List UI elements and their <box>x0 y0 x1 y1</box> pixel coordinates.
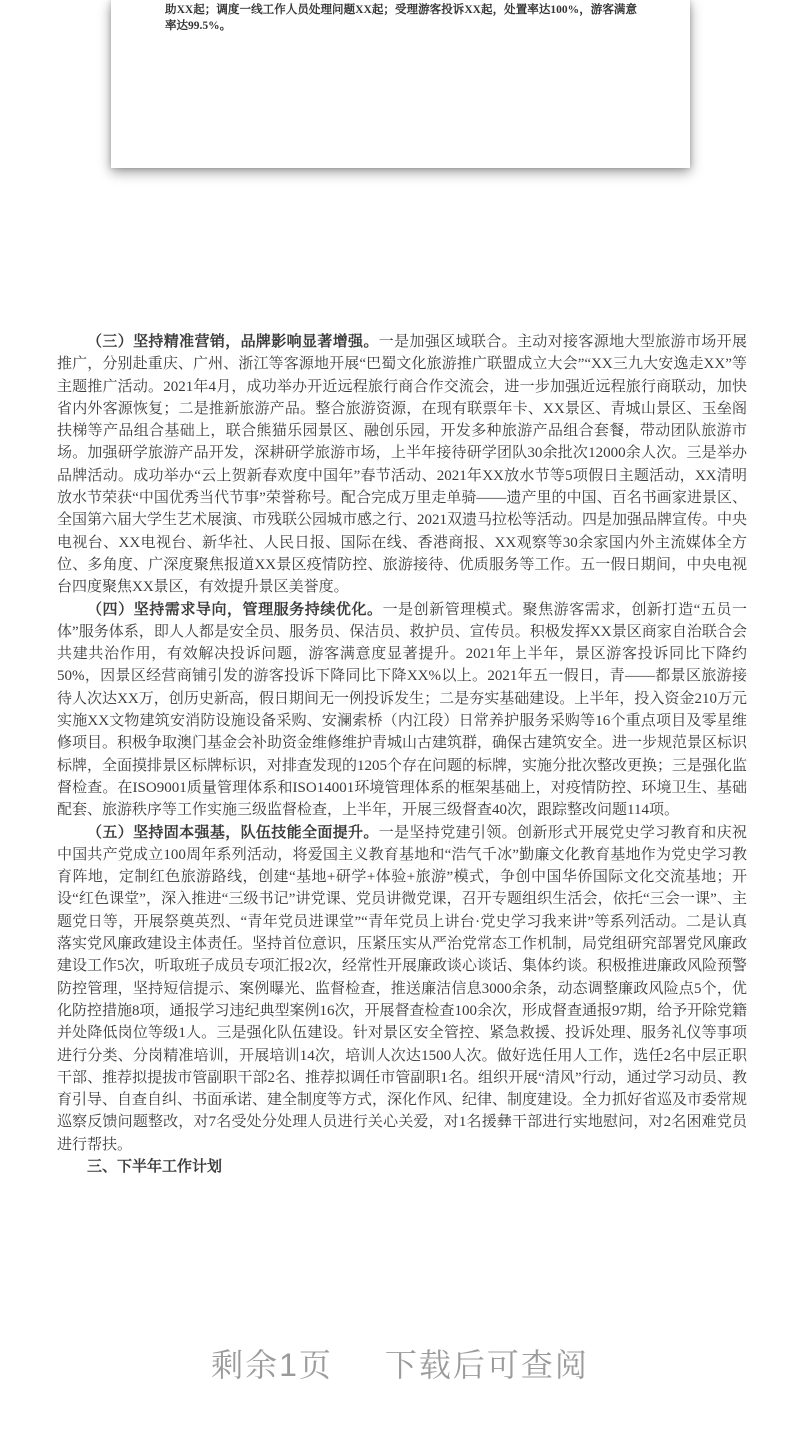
download-hint-text: 下载后可查阅 <box>384 1347 589 1383</box>
paragraph-section-4 <box>57 599 747 822</box>
page-2-preview <box>57 331 747 1178</box>
paragraph-section-4-body: 一是创新管理模式。聚焦游客需求，创新打造“五员一体”服务体系，即人人都是安全员、服务员、保洁员、救护员、宣传员。积极发挥XX景区商家自治联合会共建共治作用，有效解决投诉问题，游客满意度显著提升。2021年上半年，景区游客投诉同比下降约50%，因景区经营商铺引发的游客投诉下降同比下降XX%以上。2021年五一假日，青——都景区旅游接待人次达XX万，创历史新高，假日期间无一例投诉发生；二是夯实基础建设。上半年，投入资金210万元实施XX文物建筑安消防设施设备采购、安澜索桥（内江段）日常养护服务采购等16个重点项目及零星维修项目。积极争取澳门基金会补助资金维修维护青城山古建筑群，确保古建筑安全。进一步规范景区标识标牌，全面摸排景区标牌标识，对排查发现的1205个存在问题的标牌，实施分批次整改更换；三是强化监督检查。在ISO9001质量管理体系和ISO14001环境管理体系的框架基础上，对疫情防控、环境卫生、基础配套、旅游秩序等工作实施三级监督检查，上半年，开展三级督查40次，跟踪整改问题114项。 <box>57 601 748 819</box>
paragraph-section-5-lead: （五）坚持固本强基，队伍技能全面提升。 <box>87 824 379 841</box>
paragraph-section-4-lead: （四）坚持需求导向，管理服务持续优化。 <box>87 601 383 618</box>
page-1-preview <box>111 0 690 168</box>
page-1-tail-text: 助XX起；调度一线工作人员处理问题XX起；受理游客投诉XX起，处置率达100%，游客满意率达99.5%。 <box>165 4 637 32</box>
paragraph-section-3-body: 一是加强区域联合。主动对接客源地大型旅游市场开展推广，分别赴重庆、广州、浙江等客源地开展“巴蜀文化旅游推广联盟成立大会”“XX三九大安逸走XX”等主题推广活动。2021年4月，成功举办开近远程旅行商合作交流会，进一步加强近远程旅行商联动，加快省内外客源恢复；二是推新旅游产品。整合旅游资源，在现有联票年卡、XX景区、青城山景区、玉垒阁扶梯等产品组合基础上，联合熊猫乐园景区、融创乐园，开发多种旅游产品组合套餐，带动团队旅游市场。加强研学旅游产品开发，深耕研学旅游市场，上半年接待研学团队30余批次12000余人次。三是举办品牌活动。成功举办“云上贺新春欢度中国年”春节活动、2021年XX放水节等5项假日主题活动，XX清明放水节荣获“中国优秀当代节事”荣誉称号。配合完成万里走单骑——遗产里的中国、百名书画家进景区、全国第六届大学生艺术展演、市残联公园城市感之行、2021双遗马拉松等活动。四是加强品牌宣传。中央电视台、XX电视台、新华社、人民日报、国际在线、香港商报、XX观察等30余家国内外主流媒体全方位、多角度、广深度聚焦报道XX景区疫情防控、旅游接待、优质服务等工作。五一假日期间，中央电视台四度聚焦XX景区，有效提升景区美誉度。 <box>57 334 748 596</box>
paragraph-section-5-body: 一是坚持党建引领。创新形式开展党史学习教育和庆祝中国共产党成立100周年系列活动，将爱国主义教育基地和“浩气千冰”勤廉文化教育基地作为党史学习教育阵地，定制红色旅游路线，创建“基地+研学+体验+旅游”模式，争创中国华侨国际文化交流基地；开设“红色课堂”，深入推进“三级书记”讲党课、党员讲微党课，召开专题组织生活会，依托“三会一课”、主题党日等，开展祭奠英烈、“青年党员进课堂”“青年党员上讲台·党史学习我来讲”等系列活动。二是认真落实党风廉政建设主体责任。坚持首位意识，压紧压实从严治党常态工作机制，局党组研究部署党风廉政建设工作5次，听取班子成员专项汇报2次，经常性开展廉政谈心谈话、集体约谈。积极推进廉政风险预警防控管理，坚持短信提示、案例曝光、监督检查，推送廉洁信息3000余条，动态调整廉政风险点5个，优化防控措施8项，通报学习违纪典型案例16次，开展督查检查100余次，形成督查通报97期，给予开除党籍并处降低岗位等级1人。三是强化队伍建设。针对景区安全管控、紧急救援、投诉处理、服务礼仪等事项进行分类、分岗精准培训，开展培训14次，培训人次达1500人次。做好选任用人工作，选任2名中层正职干部、推荐拟提拔市管副职干部2名、推荐拟调任市管副职1名。组织开展“清风”行动，通过学习动员、教育引导、自查自纠、书面承诺、建全制度等方式，深化作风、纪律、制度建设。全力抓好省巡及市委常规巡察反馈问题整改，对7名受处分处理人员进行关心关爱，对1名援彝干部进行实地慰问，对2名困难党员进行帮扶。 <box>57 824 748 1153</box>
paragraph-section-3-lead: （三）坚持精准营销，品牌影响显著增强。 <box>87 334 379 350</box>
remaining-pages-banner[interactable] <box>0 1340 800 1386</box>
section-heading-next-half-year-plan: 三、下半年工作计划 <box>87 1158 223 1175</box>
paragraph-section-5 <box>57 822 747 1156</box>
paragraph-section-3 <box>57 331 747 599</box>
remaining-pages-text: 剩余1页 <box>211 1347 333 1383</box>
